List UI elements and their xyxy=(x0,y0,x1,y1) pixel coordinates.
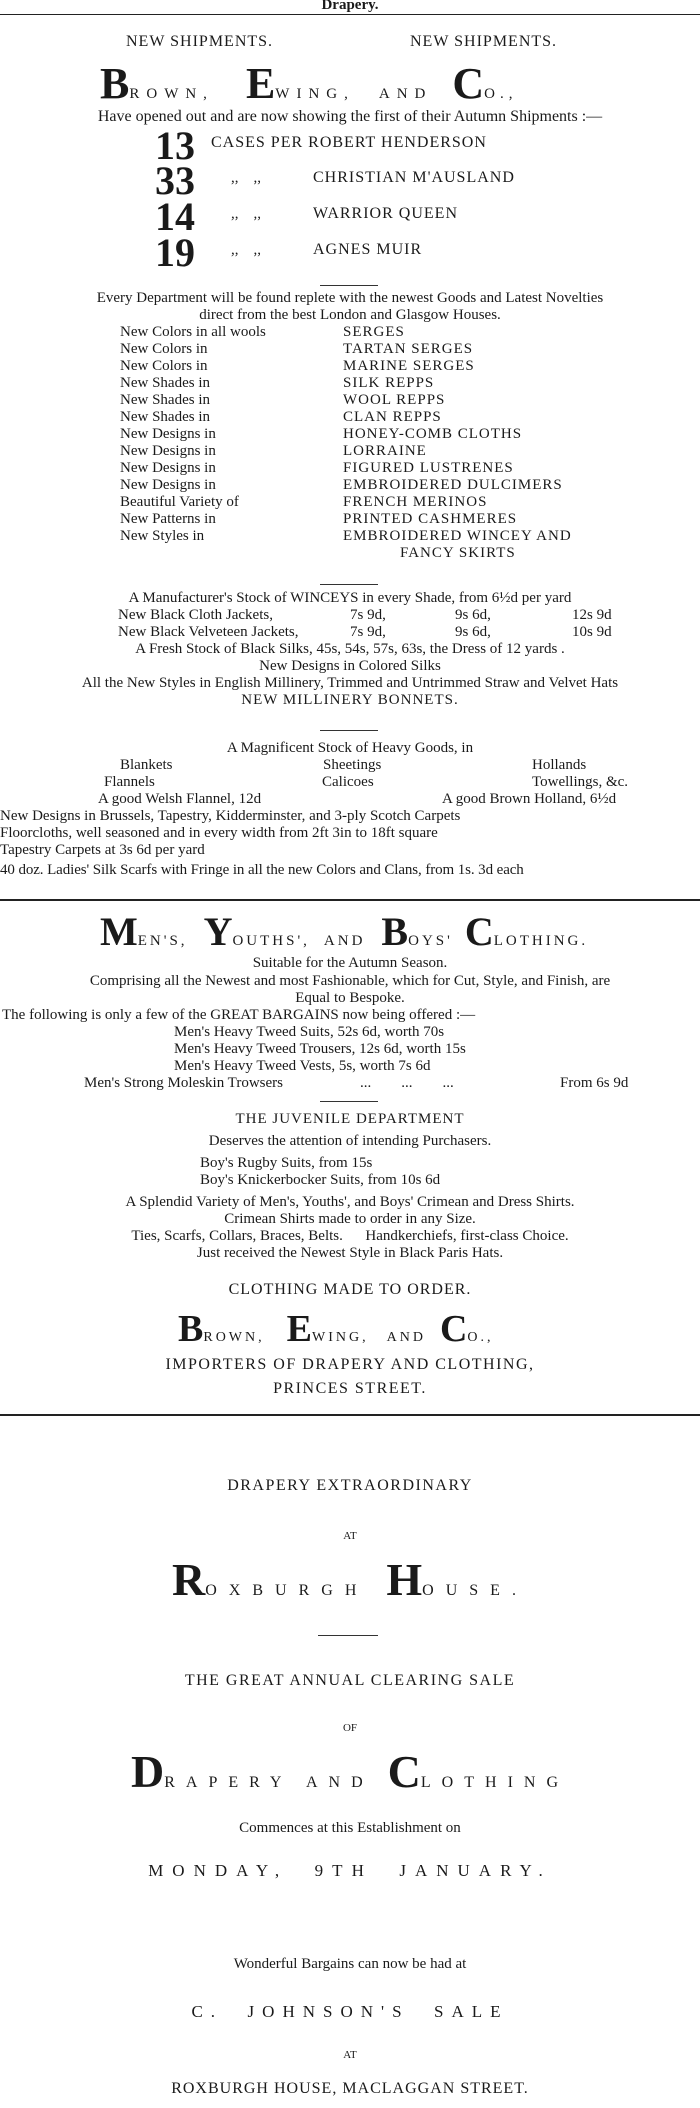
moleskin-price: From 6s 9d xyxy=(560,1075,629,1091)
firm-name-heading: BROWN, EWING, AND CO., xyxy=(100,59,518,108)
goods-item: FRENCH MERINOS xyxy=(343,494,488,510)
section-divider xyxy=(320,584,378,585)
jacket-price: 7s 9d, xyxy=(350,624,386,640)
goods-label: New Colors in xyxy=(120,341,208,357)
floorcloths-line: Floorcloths, well seasoned and in every width from 2ft 3in to 18ft square xyxy=(0,825,438,841)
bargain-item: Men's Heavy Tweed Vests, 5s, worth 7s 6d xyxy=(174,1058,431,1074)
moleskin-leader: ... ... ... xyxy=(360,1075,454,1091)
ad-separator xyxy=(0,1414,700,1416)
clearing-sale-heading: THE GREAT ANNUAL CLEARING SALE xyxy=(184,1672,516,1689)
moleskin-item: Men's Strong Moleskin Trowsers xyxy=(84,1075,283,1091)
deserves-line: Deserves the attention of intending Purchasers. xyxy=(208,1133,492,1149)
crimean-line: Crimean Shirts made to order in any Size. xyxy=(224,1211,476,1227)
made-to-order-heading: CLOTHING MADE TO ORDER. xyxy=(228,1281,472,1298)
goods-item: CLAN REPPS xyxy=(343,409,442,425)
goods-item: HONEY-COMB CLOTHS xyxy=(343,426,523,442)
goods-label: New Designs in xyxy=(120,477,216,493)
juvenile-heading: THE JUVENILE DEPARTMENT xyxy=(235,1111,465,1127)
goods-item: SERGES xyxy=(343,324,405,340)
shipment-row: 13 CASES PER ROBERT HENDERSON xyxy=(155,123,487,168)
every-department-line: direct from the best London and Glasgow Houses. xyxy=(199,307,501,323)
section-divider xyxy=(320,285,378,286)
goods-item: LORRAINE xyxy=(343,443,427,459)
firm-name-heading: BROWN, EWING, AND CO., xyxy=(178,1308,494,1350)
goods-item: SILK REPPS xyxy=(343,375,435,391)
bargain-item: Men's Heavy Tweed Trousers, 12s 6d, worth 15s xyxy=(174,1041,466,1057)
of-line: OF xyxy=(342,1722,358,1734)
goods-item: FIGURED LUSTRENES xyxy=(343,460,514,476)
goods-label: New Designs in xyxy=(120,426,216,442)
goods-label: New Styles in xyxy=(120,528,205,544)
tapestry-line: Tapestry Carpets at 3s 6d per yard xyxy=(0,842,205,858)
bonnets-line: NEW MILLINERY BONNETS. xyxy=(241,692,459,708)
heavy-goods-item: Sheetings xyxy=(323,757,382,773)
section-divider xyxy=(320,730,378,731)
goods-label: Beautiful Variety of xyxy=(120,494,239,510)
splendid-line: A Splendid Variety of Men's, Youths', and Boys' Crimean and Dress Shirts. xyxy=(125,1194,575,1210)
section-divider xyxy=(318,1635,378,1636)
millinery-line: All the New Styles in English Millinery, Trimmed and Untrimmed Straw and Velvet Hats xyxy=(81,675,619,691)
goods-label: New Shades in xyxy=(120,409,210,425)
johnsons-sale-line: C. JOHNSON'S SALE xyxy=(191,2002,509,2021)
goods-label: New Colors in xyxy=(120,358,208,374)
bargain-item: Men's Heavy Tweed Suits, 52s 6d, worth 70s xyxy=(174,1024,445,1040)
intro-line: Have opened out and are now showing the first of their Autumn Shipments :— xyxy=(97,108,603,125)
shipment-row: 19 ,, ,, AGNES MUIR xyxy=(155,230,423,275)
drapery-extraordinary: DRAPERY EXTRAORDINARY xyxy=(227,1477,473,1494)
wincey-line: A Manufacturer's Stock of WINCEYS in every Shade, from 6½d per yard xyxy=(128,590,572,606)
address-line: ROXBURGH HOUSE, MACLAGGAN STREET. xyxy=(171,2080,529,2097)
goods-item: EMBROIDERED DULCIMERS xyxy=(343,477,563,493)
shipment-row: 14 ,, ,, WARRIOR QUEEN xyxy=(155,194,458,239)
princes-street-line: PRINCES STREET. xyxy=(273,1380,427,1397)
goods-label: New Shades in xyxy=(120,375,210,391)
goods-label: New Patterns in xyxy=(120,511,216,527)
jacket-price: 9s 6d, xyxy=(455,624,491,640)
heavy-goods-item: Hollands xyxy=(532,757,587,773)
heavy-goods-item: Towellings, &c. xyxy=(532,774,629,790)
heavy-goods-item: Calicoes xyxy=(322,774,374,790)
paris-hats-line: Just received the Newest Style in Black Paris Hats. xyxy=(196,1245,504,1261)
goods-label: New Designs in xyxy=(120,443,216,459)
wonderful-bargains-line: Wonderful Bargains can now be had at xyxy=(233,1956,467,1972)
header-rule xyxy=(0,14,700,15)
goods-label: New Shades in xyxy=(120,392,210,408)
jacket-price: 7s 9d, xyxy=(350,607,386,623)
silks-line: A Fresh Stock of Black Silks, 45s, 54s, 57s, 63s, the Dress of 12 yards . xyxy=(135,641,565,657)
scarfs-line: 40 doz. Ladies' Silk Scarfs with Fringe in all the new Colors and Clans, from 1s. 3d each xyxy=(0,862,524,878)
jacket-label: New Black Velveteen Jackets, xyxy=(118,624,299,640)
goods-item: FANCY SKIRTS xyxy=(400,545,516,561)
jacket-label: New Black Cloth Jackets, xyxy=(118,607,273,623)
carpets-line: New Designs in Brussels, Tapestry, Kidderminster, and 3-ply Scotch Carpets xyxy=(0,808,461,824)
new-shipments-right: NEW SHIPMENTS. xyxy=(410,33,558,50)
drapery-clothing-heading: DRAPERY AND CLOTHING xyxy=(131,1746,569,1797)
goods-label: New Designs in xyxy=(120,460,216,476)
ties-line: Ties, Scarfs, Collars, Braces, Belts. Handkerchiefs, first-class Choice. xyxy=(131,1228,569,1244)
goods-label: New Colors in all wools xyxy=(120,324,266,340)
goods-item: EMBROIDERED WINCEY AND xyxy=(343,528,572,544)
roxburgh-house-heading: ROXBURGH HOUSE. xyxy=(172,1554,528,1605)
heavy-goods-item: Flannels xyxy=(104,774,155,790)
goods-item: MARINE SERGES xyxy=(343,358,475,374)
shipment-row: 33 ,, ,, CHRISTIAN M'AUSLAND xyxy=(155,158,515,203)
goods-item: TARTAN SERGES xyxy=(343,341,474,357)
suitable-line: Suitable for the Autumn Season. xyxy=(252,955,448,971)
rugby-line: Boy's Rugby Suits, from 15s xyxy=(200,1155,373,1171)
comprising-line: Equal to Bespoke. xyxy=(295,990,405,1006)
commences-line: Commences at this Establishment on xyxy=(239,1820,461,1836)
jacket-price: 12s 9d xyxy=(572,607,612,623)
flannel-offer: A good Welsh Flannel, 12d xyxy=(98,791,262,807)
ad-separator xyxy=(0,899,700,901)
new-shipments-left: NEW SHIPMENTS. xyxy=(126,33,274,50)
goods-item: PRINTED CASHMERES xyxy=(343,511,518,527)
following-line: The following is only a few of the GREAT BARGAINS now being offered :— xyxy=(2,1007,476,1023)
comprising-line: Comprising all the Newest and most Fashionable, which for Cut, Style, and Finish, are xyxy=(89,973,611,989)
sale-date: MONDAY, 9TH JANUARY. xyxy=(148,1861,552,1880)
every-department-line: Every Department will be found replete with the newest Goods and Latest Novelties xyxy=(96,290,604,306)
jacket-price: 10s 9d xyxy=(572,624,612,640)
importers-line: IMPORTERS OF DRAPERY AND CLOTHING, xyxy=(165,1356,535,1373)
jacket-price: 9s 6d, xyxy=(455,607,491,623)
colored-silks-line: New Designs in Colored Silks xyxy=(259,658,441,674)
goods-item: WOOL REPPS xyxy=(343,392,446,408)
page-title: Drapery. xyxy=(321,0,379,13)
heavy-goods-line: A Magnificent Stock of Heavy Goods, in xyxy=(226,740,474,756)
knicker-line: Boy's Knickerbocker Suits, from 10s 6d xyxy=(200,1172,441,1188)
at-line: AT xyxy=(343,2049,357,2061)
at-line: AT xyxy=(343,1530,357,1542)
section-divider xyxy=(320,1101,378,1102)
holland-offer: A good Brown Holland, 6½d xyxy=(442,791,617,807)
heavy-goods-item: Blankets xyxy=(120,757,173,773)
clothing-heading: MEN'S, YOUTHS', AND BOYS' CLOTHING. xyxy=(100,909,589,954)
